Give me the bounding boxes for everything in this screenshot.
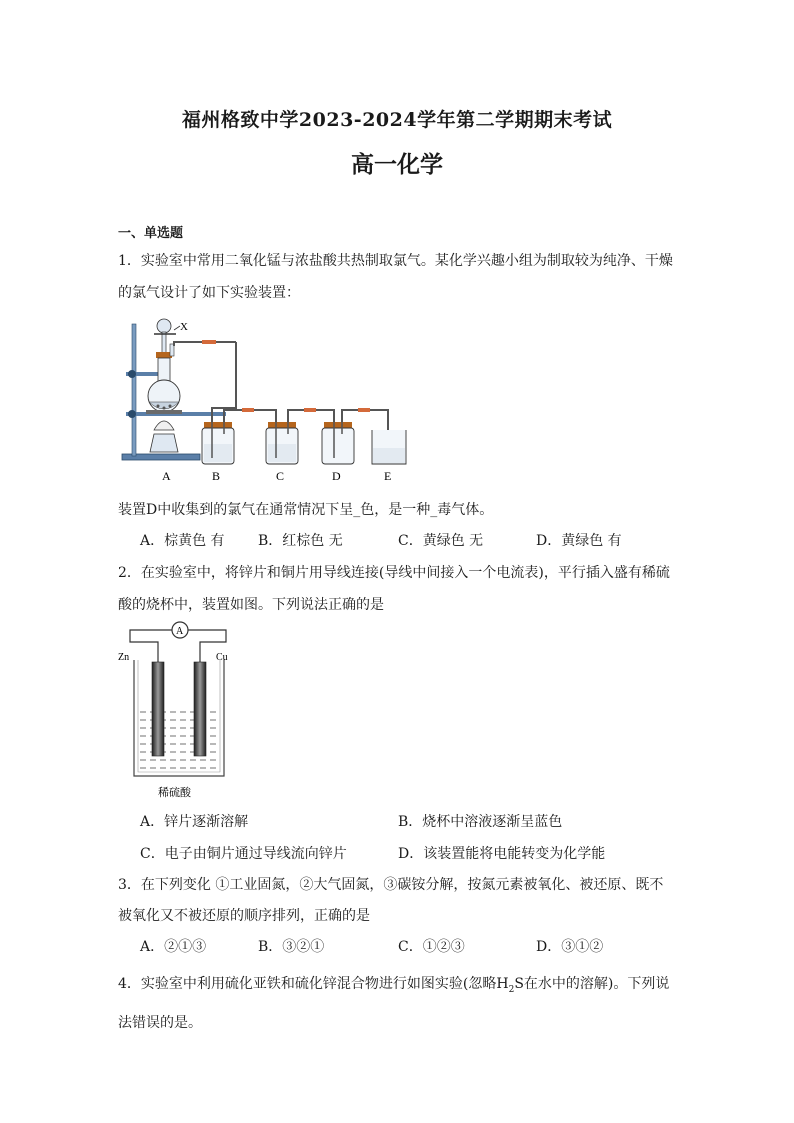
q3-option-c[interactable]: C．①②③ bbox=[398, 939, 465, 955]
q2-option-d[interactable]: D．该装置能将电能转变为化学能 bbox=[398, 846, 606, 862]
q3-text-line1: 3．在下列变化 ①工业固氮，②大气固氮，③碳铵分解，按氮元素被氧化、被还原、既不 bbox=[118, 877, 664, 893]
q2-cell-figure bbox=[118, 620, 238, 804]
q4-text-line2: 法错误的是。 bbox=[118, 1015, 202, 1031]
q4-text-part1: 4．实验室中利用硫化亚铁和硫化锌混合物进行如图实验(忽略H bbox=[118, 976, 509, 992]
q1-option-b[interactable]: B．红棕色 无 bbox=[258, 533, 343, 549]
q1-label-a: A bbox=[162, 469, 171, 483]
q3-option-b[interactable]: B．③②① bbox=[258, 939, 325, 955]
q2-text-line1: 2．在实验室中，将锌片和铜片用导线连接(导线中间接入一个电流表)，平行插入盛有稀硫 bbox=[118, 565, 670, 581]
q1-stem: 装置D中收集到的氯气在通常情况下呈_色，是一种_毒气体。 bbox=[118, 502, 494, 518]
section-heading: 一、单选题 bbox=[118, 226, 184, 241]
q1-option-c[interactable]: C．黄绿色 无 bbox=[398, 533, 484, 549]
q1-label-e: E bbox=[384, 469, 392, 483]
q1-text-line1: 1．实验室中常用二氧化锰与浓盐酸共热制取氯气。某化学兴趣小组为制取较为纯净、干燥 bbox=[118, 253, 673, 269]
exam-title: 福州格致中学2023-2024学年第二学期期末考试 bbox=[181, 109, 613, 131]
q3-option-a[interactable]: A．②①③ bbox=[140, 939, 207, 955]
subject-title: 高一化学 bbox=[351, 151, 443, 178]
q2-label-cu: Cu bbox=[216, 652, 228, 663]
q4-subscript: 2 bbox=[508, 984, 515, 995]
q1-option-a[interactable]: A．棕黄色 有 bbox=[140, 533, 225, 549]
q1-label-b: B bbox=[212, 469, 221, 483]
q2-text-line2: 酸的烧杯中，装置如图。下列说法正确的是 bbox=[118, 597, 384, 613]
q2-ammeter-label: A bbox=[176, 626, 184, 637]
q1-label-x: X bbox=[180, 321, 188, 333]
q1-label-d: D bbox=[332, 469, 341, 483]
q1-label-c: C bbox=[276, 469, 285, 483]
q2-option-a[interactable]: A．锌片逐渐溶解 bbox=[140, 814, 249, 830]
q2-label-zn: Zn bbox=[118, 652, 130, 663]
q2-option-b[interactable]: B．烧杯中溶液逐渐呈蓝色 bbox=[398, 814, 563, 830]
q1-apparatus-figure bbox=[118, 312, 418, 488]
q1-text-line2: 的氯气设计了如下实验装置： bbox=[118, 285, 300, 301]
q3-text-line2: 被氧化又不被还原的顺序排列，正确的是 bbox=[118, 908, 370, 924]
q3-option-d[interactable]: D．③①② bbox=[536, 939, 604, 955]
q1-option-d[interactable]: D．黄绿色 有 bbox=[536, 533, 622, 549]
q2-option-c[interactable]: C．电子由铜片通过导线流向锌片 bbox=[140, 846, 347, 862]
q4-text-line1 bbox=[118, 973, 669, 995]
q2-label-acid: 稀硫酸 bbox=[158, 787, 191, 799]
q4-text-part2: S在水中的溶解)。下列说 bbox=[514, 976, 670, 992]
